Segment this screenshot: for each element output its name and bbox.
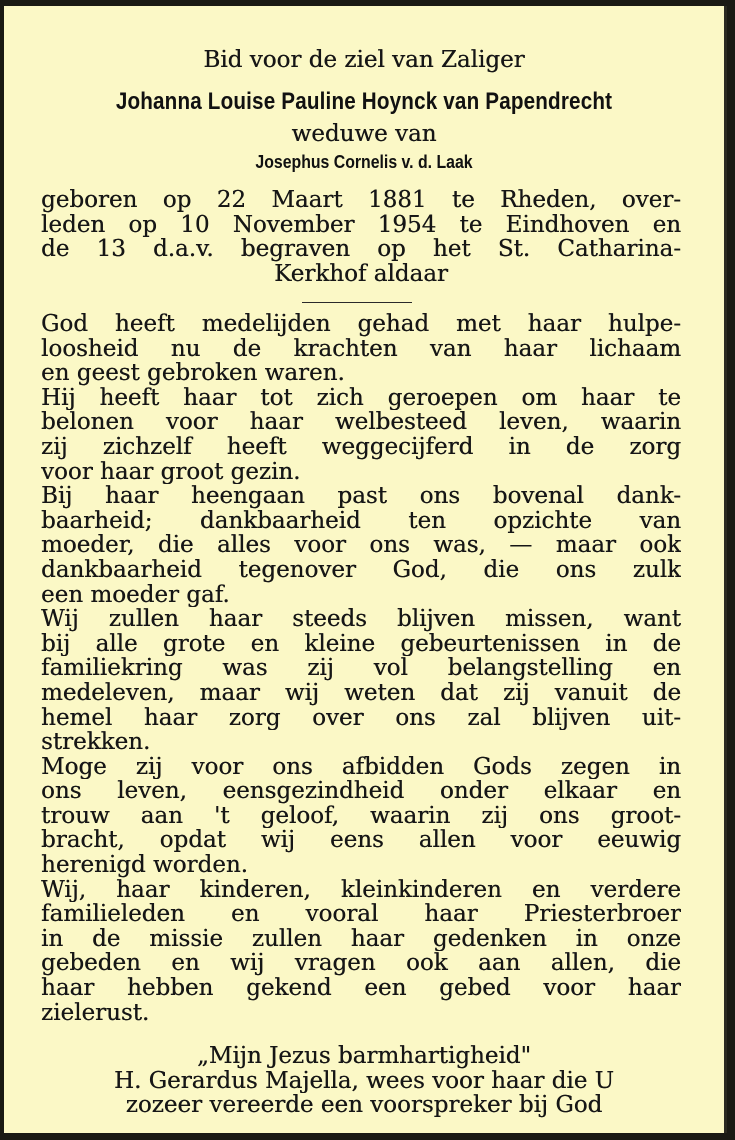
body-line: gebeden en wij vragen ook aan allen, die <box>41 951 681 977</box>
body-line: moeder, die alles voor ons was, — maar ook <box>41 533 681 558</box>
birth-death-line: de 13 d.a.v. begraven op het St. Catharina- <box>41 237 681 262</box>
body-line: Wij zullen haar steeds blijven missen, want <box>41 607 681 632</box>
body-line: Moge zij voor ons afbidden Gods zegen in <box>41 754 681 780</box>
birth-death-line: Kerkhof aldaar <box>274 261 448 287</box>
body-line: dankbaarheid tegenover God, die ons zulk <box>41 557 681 583</box>
body-line: bij alle grote en kleine gebeurtenissen in de <box>41 631 681 657</box>
birth-death-paragraph <box>41 188 681 286</box>
body-line: zij zichzelf heeft weggecijferd in de zorg <box>41 434 681 460</box>
body-line: een moeder gaf. <box>41 582 230 608</box>
body-line: bracht, opdat wij eens allen voor eeuwig <box>41 828 681 854</box>
body-line: medeleven, maar wij weten dat zij vanuit de <box>41 680 681 706</box>
body-line: God heeft medelijden gehad met haar hulpe- <box>41 312 681 337</box>
body-line: haar hebben gekend een gebed voor haar <box>41 976 681 1001</box>
closing-line: H. Gerardus Majella, wees voor haar die U <box>113 1068 614 1094</box>
body-line: en geest gebroken waren. <box>41 361 345 386</box>
body-line: voor haar groot gezin. <box>41 459 301 485</box>
body-line: herenigd worden. <box>41 853 248 878</box>
body-line: familieleden en vooral haar Priesterbroer <box>41 902 681 927</box>
body-line: familiekring was zij vol belangstelling en <box>41 656 681 681</box>
deceased-name-wrap <box>4 88 724 116</box>
body-line: hemel haar zorg over ons zal blijven uit- <box>41 705 681 731</box>
closing-line: zozeer vereerde een voorspreker bij God <box>125 1093 603 1118</box>
body-line: baarheid; dankbaarheid ten opzichte van <box>41 508 681 534</box>
body-line: zielerust. <box>41 1000 150 1026</box>
husband-name-wrap <box>4 152 724 173</box>
body-line: trouw aan 't geloof, waarin zij ons groot- <box>41 803 681 829</box>
memorial-card <box>4 6 727 1133</box>
body-line: loosheid nu de krachten van haar lichaam <box>41 336 681 362</box>
body-line: ons leven, eensgezindheid onder elkaar en <box>41 779 681 804</box>
body-line: Hij heeft haar tot zich geroepen om haar te <box>41 385 681 411</box>
prayer-heading: Bid voor de ziel van Zaliger <box>203 47 525 73</box>
body-line: belonen voor haar welbesteed leven, waarin <box>41 410 681 435</box>
birth-death-line: geboren op 22 Maart 1881 te Rheden, over- <box>41 188 681 213</box>
body-line: in de missie zullen haar gedenken in onze <box>41 926 681 952</box>
body-line: Bij haar heengaan past ons bovenal dank- <box>41 484 681 509</box>
deceased-name: Johanna Louise Pauline Hoynck van Papendrecht <box>115 88 613 115</box>
divider-rule <box>302 302 412 303</box>
closing-prayer <box>34 1044 694 1118</box>
body-line: strekken. <box>41 730 151 755</box>
birth-death-line: leden op 10 November 1954 te Eindhoven en <box>41 212 681 238</box>
widow-of-label: weduwe van <box>291 121 437 147</box>
closing-line: „Mijn Jezus barmhartigheid" <box>196 1044 532 1069</box>
husband-name: Josephus Cornelis v. d. Laak <box>255 152 473 172</box>
body-line: Wij, haar kinderen, kleinkinderen en verdere <box>41 877 681 903</box>
body-text <box>41 312 681 1025</box>
